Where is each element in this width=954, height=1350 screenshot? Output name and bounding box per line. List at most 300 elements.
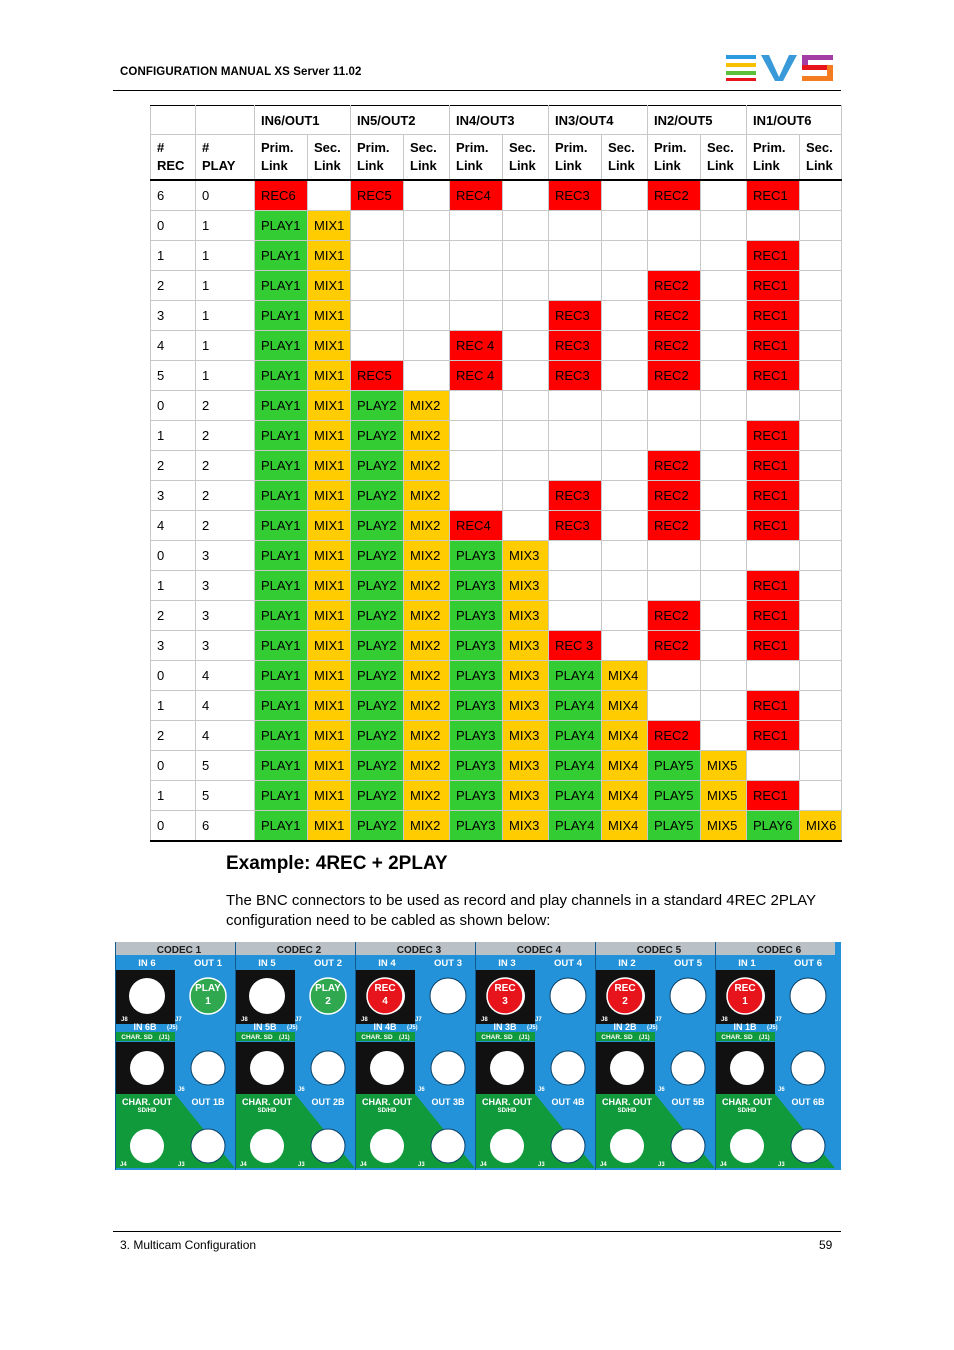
link-cell: PLAY2	[351, 421, 404, 451]
table-row	[151, 811, 842, 842]
count-cell: 0	[151, 751, 196, 781]
link-cell	[800, 180, 842, 211]
jack-label: (J1)	[519, 1035, 530, 1041]
table-row	[151, 631, 842, 661]
sec-link-header-line2: Link	[314, 158, 341, 173]
count-cell: 4	[196, 661, 255, 691]
link-cell	[450, 271, 503, 301]
link-cell: MIX2	[404, 691, 450, 721]
link-cell: REC2	[648, 631, 701, 661]
link-cell: MIX2	[404, 391, 450, 421]
example-body: The BNC connectors to be used as record and play channels in a standard 4REC 2PLAY configuration need to be cabled as shown below:	[226, 892, 816, 929]
link-cell: MIX2	[404, 601, 450, 631]
link-cell	[701, 691, 747, 721]
link-cell: REC4	[450, 180, 503, 211]
link-cell: MIX2	[404, 541, 450, 571]
count-cell: 3	[196, 571, 255, 601]
blank-header-cell	[196, 106, 255, 135]
link-cell: MIX2	[404, 721, 450, 751]
sec-link-header-line1: Sec.	[608, 140, 635, 155]
prim-link-header-line2: Link	[753, 158, 780, 173]
sec-link-header	[800, 135, 842, 181]
bnc-connector	[250, 1051, 284, 1085]
badge-number: 1	[205, 996, 211, 1007]
link-cell: PLAY3	[450, 601, 503, 631]
link-cell: REC3	[549, 361, 602, 391]
count-cell: 5	[196, 781, 255, 811]
link-cell	[351, 331, 404, 361]
jack-label: J4	[720, 1162, 727, 1168]
codec-label: CODEC 1	[156, 945, 202, 956]
count-cell: 1	[196, 331, 255, 361]
link-cell: PLAY1	[255, 811, 308, 842]
jack-label: J6	[178, 1087, 185, 1093]
count-cell: 1	[151, 421, 196, 451]
table-row	[151, 180, 842, 211]
link-cell: MIX1	[308, 571, 351, 601]
count-cell: 2	[151, 451, 196, 481]
link-cell	[503, 481, 549, 511]
link-cell	[450, 451, 503, 481]
link-cell	[701, 721, 747, 751]
link-cell	[450, 241, 503, 271]
badge-label: REC	[494, 983, 516, 994]
jack-label: J6	[538, 1087, 545, 1093]
link-cell	[800, 301, 842, 331]
table-row	[151, 751, 842, 781]
char-out-label: CHAR. OUT	[482, 1097, 532, 1107]
link-cell: MIX1	[308, 481, 351, 511]
link-cell: PLAY3	[450, 661, 503, 691]
link-cell: PLAY2	[351, 811, 404, 842]
link-cell	[602, 241, 648, 271]
jack-label: J7	[175, 1017, 182, 1023]
count-cell: 5	[151, 361, 196, 391]
link-cell	[404, 301, 450, 331]
link-cell	[747, 541, 800, 571]
char-out-label: CHAR. OUT	[242, 1097, 292, 1107]
link-cell: MIX1	[308, 421, 351, 451]
link-cell	[800, 451, 842, 481]
link-cell	[351, 271, 404, 301]
table-row	[151, 661, 842, 691]
link-cell	[800, 661, 842, 691]
link-cell	[404, 211, 450, 241]
count-cell: 2	[196, 481, 255, 511]
link-cell: MIX2	[404, 511, 450, 541]
table-row	[151, 781, 842, 811]
link-cell: REC 3	[549, 631, 602, 661]
link-cell: MIX3	[503, 811, 549, 842]
link-cell	[549, 271, 602, 301]
jack-label: J8	[481, 1017, 488, 1023]
bnc-connector	[730, 1129, 764, 1163]
prim-link-header-line2: Link	[357, 158, 384, 173]
link-cell	[701, 541, 747, 571]
output-label: OUT 5	[674, 958, 702, 969]
table-row	[151, 601, 842, 631]
link-cell	[800, 751, 842, 781]
link-cell: REC1	[747, 271, 800, 301]
group-header-cell: IN5/OUT2	[351, 106, 450, 135]
link-cell: PLAY5	[648, 811, 701, 842]
link-cell	[602, 211, 648, 241]
link-cell	[800, 601, 842, 631]
link-cell: PLAY2	[351, 751, 404, 781]
char-sd-label: CHAR. SD	[121, 1034, 153, 1041]
link-cell: PLAY1	[255, 481, 308, 511]
bnc-panel-graphic	[115, 942, 841, 1170]
link-cell: REC4	[450, 511, 503, 541]
prim-link-header-line1: Prim.	[753, 140, 786, 155]
count-cell: 3	[196, 541, 255, 571]
link-cell: PLAY4	[549, 691, 602, 721]
table-row	[151, 421, 842, 451]
link-cell	[351, 241, 404, 271]
link-cell: PLAY1	[255, 451, 308, 481]
char-sd-label: CHAR. SD	[241, 1034, 273, 1041]
link-cell: PLAY2	[351, 631, 404, 661]
link-cell	[351, 301, 404, 331]
table-row	[151, 391, 842, 421]
bnc-connector	[551, 1129, 585, 1163]
link-cell	[800, 361, 842, 391]
prim-link-header-line1: Prim.	[261, 140, 294, 155]
link-cell: REC1	[747, 631, 800, 661]
output-label: OUT 6	[794, 958, 822, 969]
link-cell	[602, 631, 648, 661]
link-cell: PLAY2	[351, 511, 404, 541]
jack-label: (J1)	[399, 1035, 410, 1041]
link-cell: MIX1	[308, 331, 351, 361]
bnc-connector-output	[430, 978, 466, 1014]
badge-label: PLAY	[195, 983, 221, 994]
link-cell	[503, 241, 549, 271]
count-cell: 3	[151, 481, 196, 511]
jack-label: J4	[120, 1162, 127, 1168]
badge-number: 2	[325, 996, 331, 1007]
char-sd-label: CHAR. SD	[721, 1034, 753, 1041]
link-cell: REC2	[648, 361, 701, 391]
link-cell: MIX4	[602, 661, 648, 691]
count-cell: 3	[151, 301, 196, 331]
input-label: IN 2	[618, 958, 636, 969]
prim-link-header-line1: Prim.	[654, 140, 687, 155]
link-cell: MIX3	[503, 721, 549, 751]
link-cell: PLAY2	[351, 781, 404, 811]
char-sd-label: CHAR. SD	[361, 1034, 393, 1041]
codec-label: CODEC 6	[756, 945, 802, 956]
link-cell: PLAY1	[255, 421, 308, 451]
link-cell: REC2	[648, 481, 701, 511]
link-cell	[701, 301, 747, 331]
sec-link-header	[503, 135, 549, 181]
link-cell	[503, 391, 549, 421]
jack-label: (J5)	[167, 1025, 178, 1031]
output-label: OUT 4	[554, 958, 582, 969]
jack-label: (J1)	[279, 1035, 290, 1041]
link-cell: REC1	[747, 331, 800, 361]
play-count-header-line1: #	[202, 140, 210, 155]
input-b-label: IN 4B	[373, 1022, 397, 1032]
link-cell: PLAY1	[255, 661, 308, 691]
link-cell: PLAY3	[450, 571, 503, 601]
output-label: OUT 1	[194, 958, 222, 969]
link-cell	[503, 511, 549, 541]
sec-link-header	[404, 135, 450, 181]
link-cell	[602, 451, 648, 481]
count-cell: 1	[196, 211, 255, 241]
bnc-connector	[610, 1129, 644, 1163]
link-cell: PLAY1	[255, 271, 308, 301]
footer-rule	[113, 1231, 841, 1232]
count-cell: 0	[151, 211, 196, 241]
link-cell: MIX3	[503, 661, 549, 691]
count-cell: 2	[151, 601, 196, 631]
link-cell	[602, 511, 648, 541]
link-cell	[648, 691, 701, 721]
char-out-label: CHAR. OUT	[602, 1097, 652, 1107]
sdhd-label: SD/HD	[497, 1108, 517, 1114]
jack-label: J6	[418, 1087, 425, 1093]
link-cell: PLAY1	[255, 241, 308, 271]
jack-label: J7	[535, 1017, 542, 1023]
sec-link-header-line2: Link	[410, 158, 437, 173]
input-b-label: IN 6B	[133, 1022, 157, 1032]
jack-label: (J5)	[527, 1025, 538, 1031]
link-cell	[747, 751, 800, 781]
jack-label: (J5)	[287, 1025, 298, 1031]
link-cell: PLAY2	[351, 691, 404, 721]
table-row	[151, 511, 842, 541]
link-cell: REC2	[648, 721, 701, 751]
char-sd-label: CHAR. SD	[601, 1034, 633, 1041]
bnc-connector	[431, 1051, 465, 1085]
jack-label: J8	[121, 1017, 128, 1023]
link-cell: REC2	[648, 601, 701, 631]
link-cell: MIX2	[404, 481, 450, 511]
badge-number: 3	[502, 996, 508, 1007]
link-cell	[602, 301, 648, 331]
link-cell: MIX1	[308, 241, 351, 271]
link-cell: MIX2	[404, 421, 450, 451]
link-cell: PLAY2	[351, 391, 404, 421]
link-cell: MIX1	[308, 271, 351, 301]
count-cell: 1	[151, 571, 196, 601]
link-cell	[701, 481, 747, 511]
badge-label: REC	[614, 983, 636, 994]
jack-label: J4	[360, 1162, 367, 1168]
table-row	[151, 241, 842, 271]
link-cell	[648, 391, 701, 421]
link-cell: MIX1	[308, 301, 351, 331]
input-b-label: IN 5B	[253, 1022, 277, 1032]
bnc-connector	[250, 1129, 284, 1163]
count-cell: 2	[151, 271, 196, 301]
prim-link-header-line2: Link	[456, 158, 483, 173]
link-cell: MIX2	[404, 811, 450, 842]
link-cell	[549, 211, 602, 241]
link-cell: PLAY3	[450, 541, 503, 571]
count-cell: 5	[196, 751, 255, 781]
link-cell: REC1	[747, 781, 800, 811]
link-cell: REC3	[549, 331, 602, 361]
sec-link-header-line1: Sec.	[707, 140, 734, 155]
prim-link-header	[450, 135, 503, 181]
link-cell	[404, 180, 450, 211]
codec-label: CODEC 4	[516, 945, 562, 956]
link-cell	[503, 301, 549, 331]
link-cell	[800, 541, 842, 571]
bnc-connector-output	[550, 978, 586, 1014]
count-cell: 6	[196, 811, 255, 842]
link-cell: PLAY2	[351, 481, 404, 511]
link-cell: REC1	[747, 301, 800, 331]
bnc-connector	[249, 978, 285, 1014]
jack-label: J4	[480, 1162, 487, 1168]
table-row	[151, 541, 842, 571]
link-cell: MIX3	[503, 631, 549, 661]
count-cell: 2	[196, 421, 255, 451]
link-cell: REC1	[747, 241, 800, 271]
link-cell: MIX3	[503, 781, 549, 811]
jack-label: J7	[775, 1017, 782, 1023]
link-cell	[503, 361, 549, 391]
input-b-label: IN 1B	[733, 1022, 757, 1032]
count-cell: 2	[196, 511, 255, 541]
sec-link-header-line1: Sec.	[410, 140, 437, 155]
jack-label: J6	[778, 1087, 785, 1093]
link-cell	[549, 421, 602, 451]
link-cell: MIX2	[404, 451, 450, 481]
group-header-cell: IN3/OUT4	[549, 106, 648, 135]
table-column-header	[151, 135, 842, 181]
table-row	[151, 481, 842, 511]
footer-section: 3. Multicam Configuration	[120, 1238, 257, 1252]
link-cell: PLAY4	[549, 721, 602, 751]
sec-link-header-line2: Link	[806, 158, 833, 173]
link-cell: PLAY1	[255, 361, 308, 391]
link-cell: PLAY1	[255, 691, 308, 721]
output-b-label: OUT 6B	[791, 1097, 825, 1107]
link-cell: MIX1	[308, 631, 351, 661]
link-cell	[701, 631, 747, 661]
count-cell: 0	[151, 391, 196, 421]
link-cell: PLAY4	[549, 751, 602, 781]
badge-number: 1	[742, 996, 748, 1007]
jack-label: J3	[178, 1162, 185, 1168]
link-cell: REC3	[549, 301, 602, 331]
link-cell: MIX1	[308, 541, 351, 571]
link-cell: REC6	[255, 180, 308, 211]
link-cell	[503, 180, 549, 211]
link-cell	[648, 421, 701, 451]
jack-label: (J5)	[767, 1025, 778, 1031]
link-cell: MIX2	[404, 661, 450, 691]
link-cell: PLAY3	[450, 631, 503, 661]
footer-page-number: 59	[819, 1238, 833, 1252]
link-cell: MIX1	[308, 451, 351, 481]
link-cell	[648, 541, 701, 571]
link-cell	[701, 421, 747, 451]
sec-link-header-line1: Sec.	[806, 140, 833, 155]
link-cell	[602, 180, 648, 211]
link-cell	[701, 271, 747, 301]
badge-number: 4	[382, 996, 388, 1007]
jack-label: J8	[241, 1017, 248, 1023]
count-cell: 0	[151, 541, 196, 571]
link-cell: MIX1	[308, 751, 351, 781]
count-cell: 4	[196, 721, 255, 751]
link-cell: MIX1	[308, 661, 351, 691]
link-cell	[404, 361, 450, 391]
count-cell: 1	[196, 241, 255, 271]
output-label: OUT 3	[434, 958, 462, 969]
link-cell	[648, 241, 701, 271]
link-cell	[701, 451, 747, 481]
evs-logo	[724, 52, 836, 87]
link-cell	[549, 391, 602, 421]
link-cell: PLAY3	[450, 811, 503, 842]
bnc-connector	[191, 1129, 225, 1163]
link-cell: REC2	[648, 271, 701, 301]
jack-label: J6	[298, 1087, 305, 1093]
sec-link-header-line1: Sec.	[314, 140, 341, 155]
bnc-connector-panel	[115, 942, 841, 1175]
badge-label: PLAY	[315, 983, 341, 994]
bnc-connector	[671, 1129, 705, 1163]
link-cell	[602, 271, 648, 301]
link-cell	[800, 691, 842, 721]
link-cell	[800, 721, 842, 751]
link-cell: PLAY2	[351, 661, 404, 691]
header-title: CONFIGURATION MANUAL XS Server 11.02	[120, 66, 362, 78]
link-cell: MIX3	[503, 691, 549, 721]
link-cell	[404, 331, 450, 361]
play-count-header-line2: PLAY	[202, 158, 236, 173]
link-cell	[450, 421, 503, 451]
link-cell: MIX1	[308, 361, 351, 391]
input-label: IN 3	[498, 958, 516, 969]
table-row	[151, 691, 842, 721]
link-cell: MIX5	[701, 811, 747, 842]
link-cell	[747, 391, 800, 421]
link-cell: PLAY1	[255, 601, 308, 631]
link-cell	[800, 391, 842, 421]
table-row	[151, 301, 842, 331]
table-group-header	[151, 106, 842, 135]
link-cell	[800, 481, 842, 511]
link-cell: PLAY1	[255, 211, 308, 241]
jack-label: J3	[778, 1162, 785, 1168]
output-b-label: OUT 1B	[191, 1097, 225, 1107]
sec-link-header-line2: Link	[707, 158, 734, 173]
link-cell	[450, 481, 503, 511]
link-cell	[602, 601, 648, 631]
link-cell: REC1	[747, 691, 800, 721]
configuration-table	[150, 105, 842, 842]
rec-count-header	[151, 135, 196, 181]
group-header-cell: IN1/OUT6	[747, 106, 842, 135]
link-cell: PLAY6	[747, 811, 800, 842]
count-cell: 6	[151, 180, 196, 211]
output-label: OUT 2	[314, 958, 342, 969]
link-cell: PLAY3	[450, 691, 503, 721]
group-header-cell: IN6/OUT1	[255, 106, 351, 135]
group-header-cell: IN2/OUT5	[648, 106, 747, 135]
link-cell: MIX1	[308, 781, 351, 811]
jack-label: J7	[295, 1017, 302, 1023]
